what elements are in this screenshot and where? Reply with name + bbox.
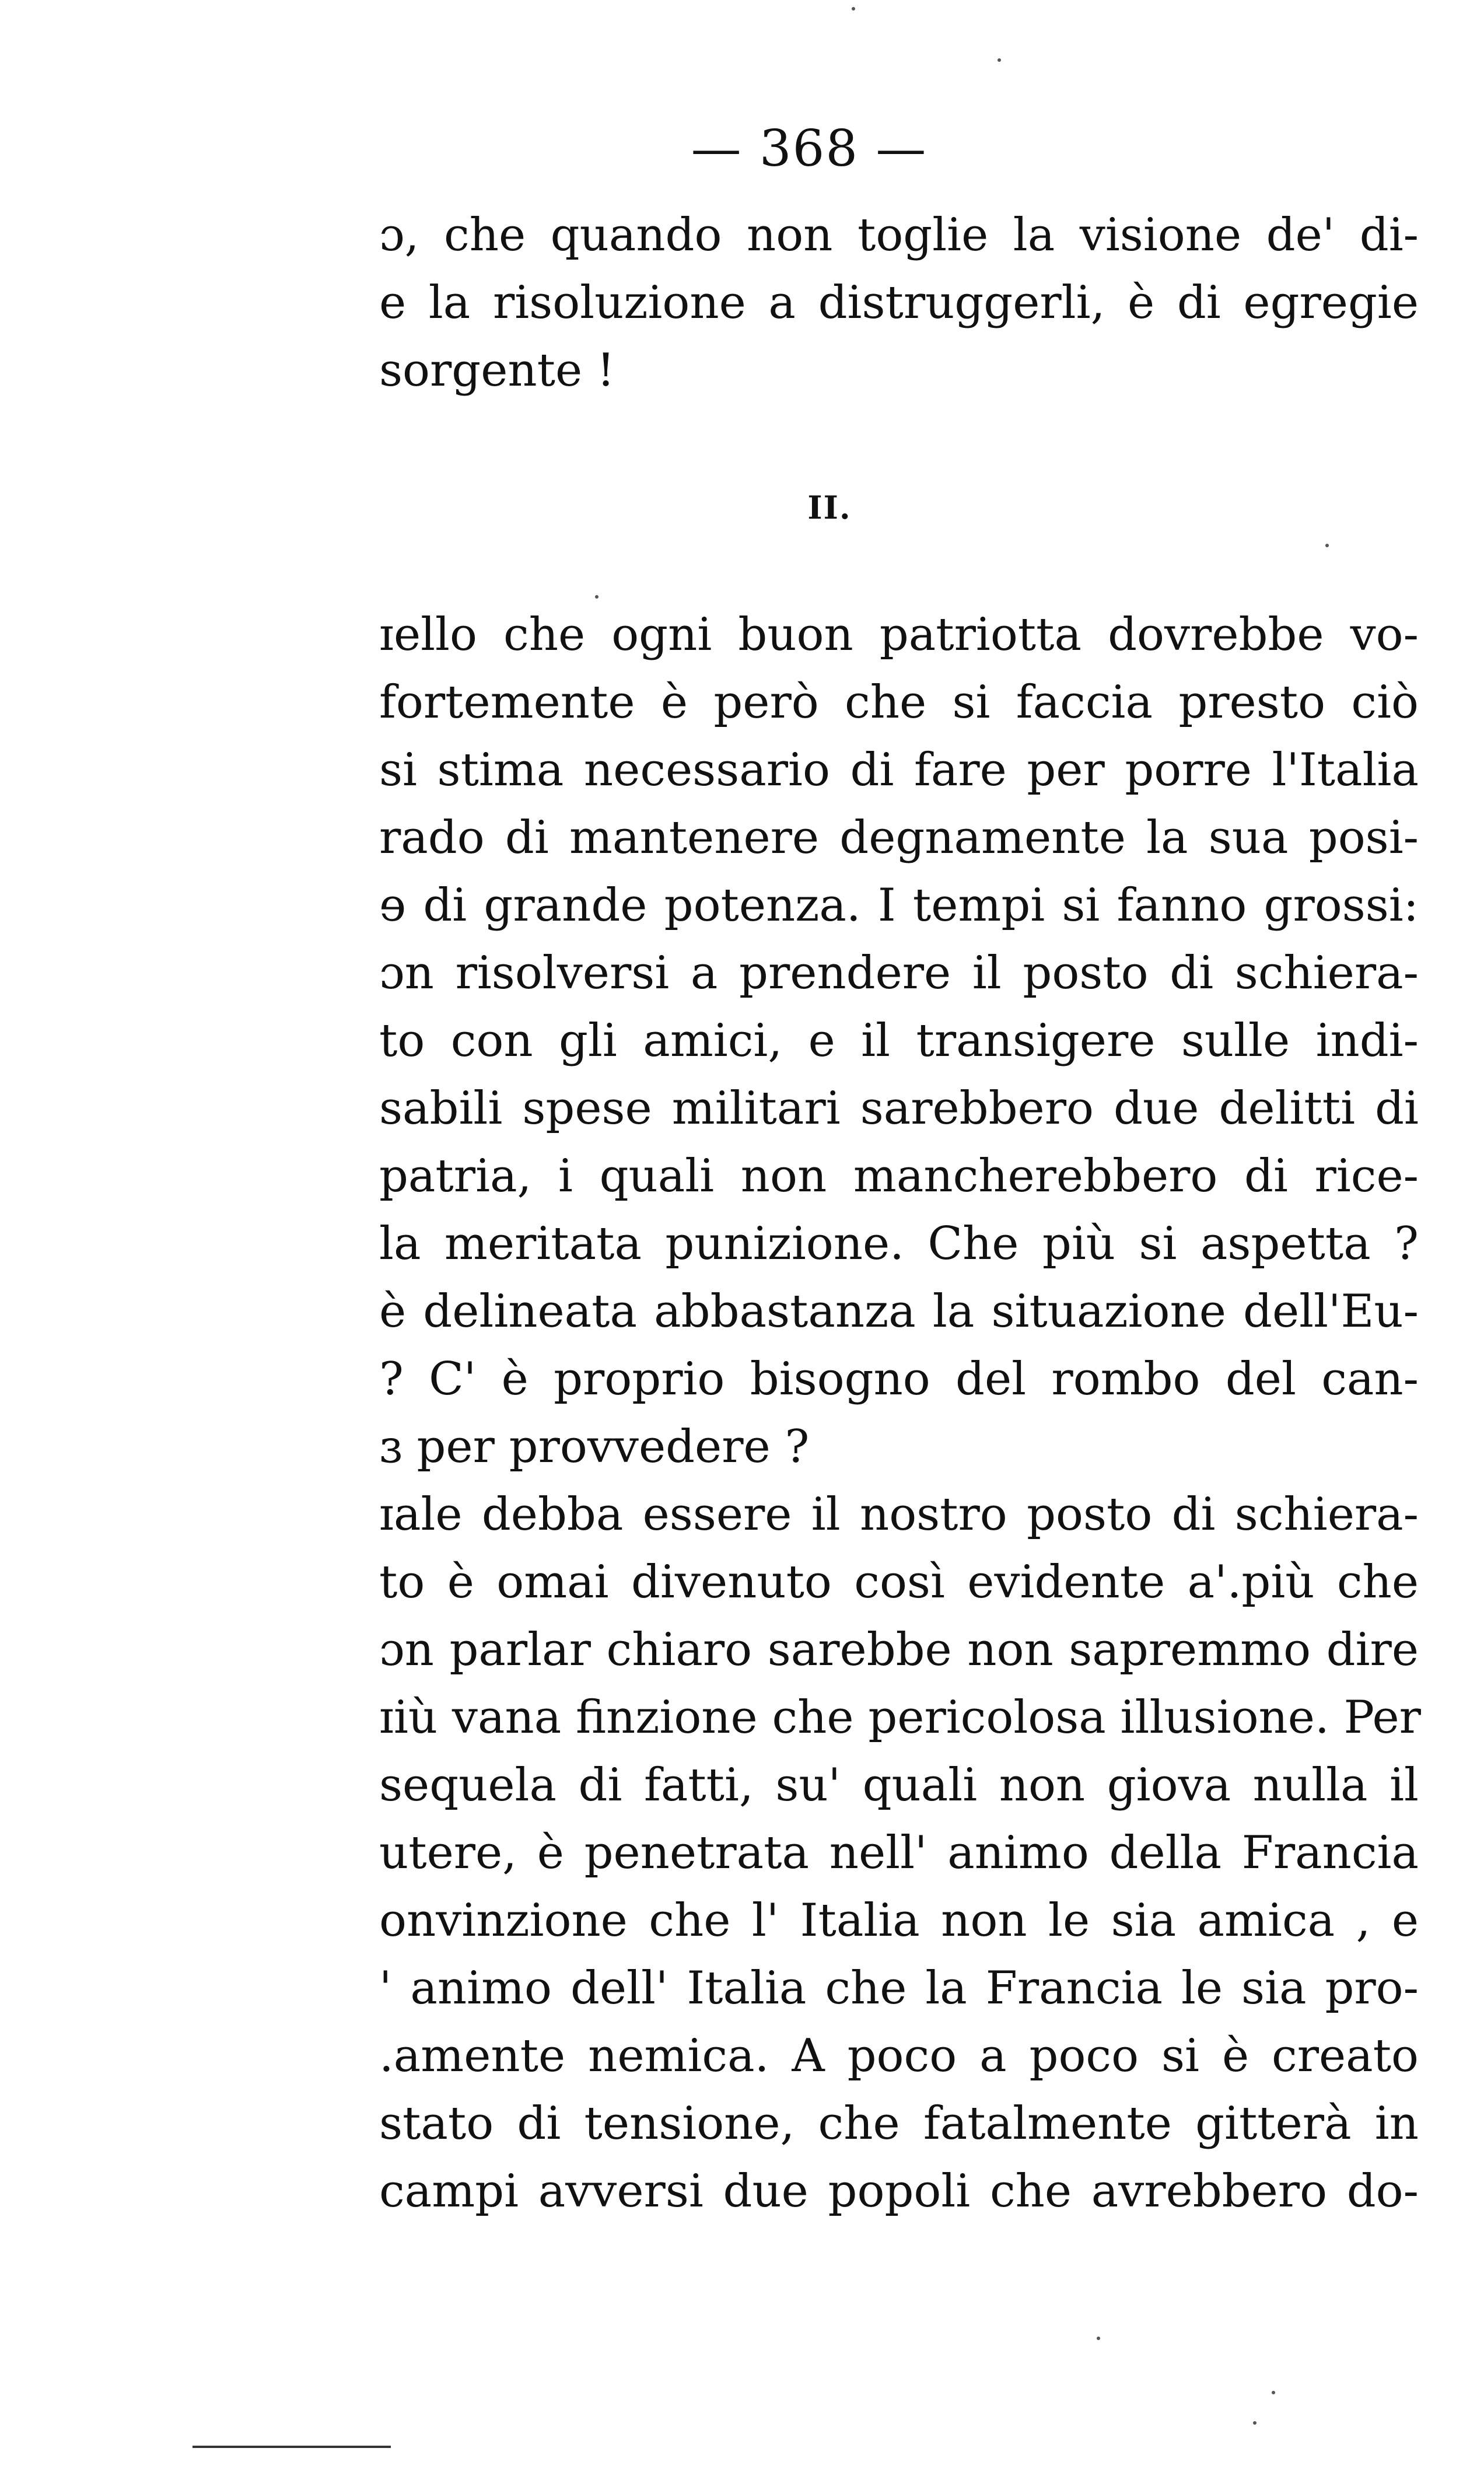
footnote-rule (192, 2446, 391, 2448)
text-line: to con gli amici, e il transigere sulle indi- (379, 1015, 1419, 1067)
text-line: ɪale debba essere il nostro posto di schiera- (379, 1488, 1419, 1541)
page-number: — 368 — (691, 120, 928, 178)
text-line: sequela di fatti, su' quali non giova nulla il (379, 1759, 1419, 1811)
paper-speck (595, 595, 598, 599)
text-line: ɔn risolversi a prendere il posto di schiera- (379, 947, 1419, 999)
text-line: campi avversi due popoli che avrebbero do- (379, 2165, 1419, 2218)
text-line: si stima necessario di fare per porre l'Italia (379, 744, 1419, 796)
paper-speck (1097, 2337, 1100, 2340)
text-line: ɘ di grande potenza. I tempi si fanno grossi: (379, 879, 1419, 932)
paper-speck (1325, 544, 1329, 547)
text-line: rado di mantenere degnamente la sua posi- (379, 812, 1419, 864)
paper-speck (998, 58, 1001, 62)
text-line: la meritata punizione. Che più si aspetta ? (379, 1218, 1419, 1270)
paper-speck (852, 7, 855, 11)
text-line: ɜ per provvedere ? (379, 1421, 810, 1473)
paper-speck (1253, 2421, 1256, 2425)
text-line: stato di tensione, che fatalmente gitterà in (379, 2097, 1419, 2150)
text-line: e la risoluzione a distruggerli, è di egregie (379, 277, 1419, 329)
text-line: fortemente è però che si faccia presto ciò (379, 676, 1419, 729)
text-line: sorgente ! (379, 344, 615, 397)
text-line: utere, è penetrata nell' animo della Francia (379, 1827, 1419, 1879)
paper-speck (1272, 2391, 1275, 2394)
text-line: ' animo dell' Italia che la Francia le sia pro- (379, 1962, 1419, 2015)
paragraph-2 (379, 601, 1419, 2225)
text-line: è delineata abbastanza la situazione dell'Eu- (379, 1285, 1419, 1338)
text-line: ɪiù vana finzione che pericolosa illusione. Per (379, 1691, 1421, 1744)
text-line: patria, i quali non mancherebbero di rice- (379, 1150, 1419, 1202)
text-line: ɔ, che quando non toglie la visione de' di- (379, 209, 1419, 261)
paragraph-1 (379, 201, 1419, 404)
text-line: to è omai divenuto così evidente a'.più che (379, 1556, 1419, 1608)
text-line: ? C' è proprio bisogno del rombo del can- (379, 1353, 1419, 1405)
text-line: ɪello che ogni buon patriotta dovrebbe vo- (379, 608, 1419, 661)
section-heading: II. (807, 489, 852, 526)
text-line: .amente nemica. A poco a poco si è creato (379, 2030, 1419, 2082)
text-line: ɔn parlar chiaro sarebbe non sapremmo dire (379, 1624, 1419, 1676)
text-line: sabili spese militari sarebbero due delitti di (379, 1082, 1419, 1135)
text-line: onvinzione che l' Italia non le sia amica , e (379, 1894, 1419, 1947)
